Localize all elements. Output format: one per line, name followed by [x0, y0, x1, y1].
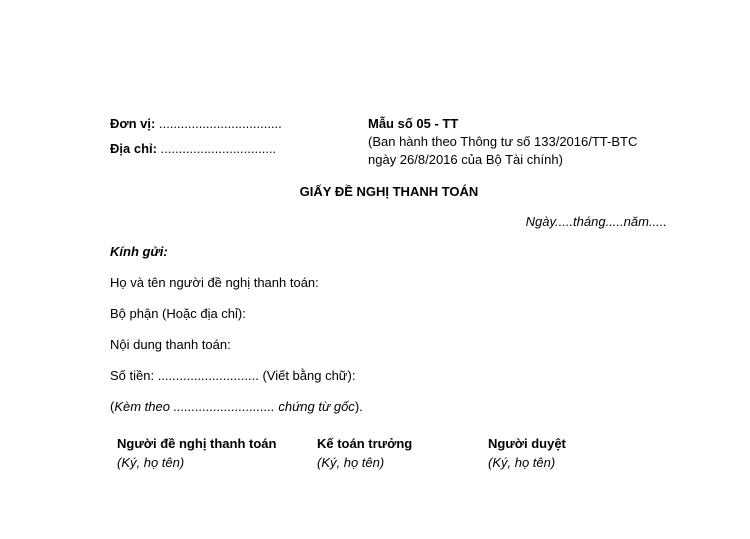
signature-accountant-title: Kế toán trưởng	[317, 436, 413, 451]
issued-line-2: ngày 26/8/2016 của Bộ Tài chính)	[368, 152, 563, 167]
amount-field: Số tiền: ............................ (Viết bằng chữ):	[110, 368, 356, 383]
department-field: Bộ phận (Hoặc địa chỉ):	[110, 306, 246, 321]
signature-approver-title: Người duyệt	[488, 436, 566, 451]
document-title: GIẤY ĐỀ NGHỊ THANH TOÁN	[299, 184, 479, 199]
attachment-open: (	[110, 399, 115, 414]
address-line	[110, 140, 276, 158]
signature-requester-note: (Ký, họ tên)	[117, 455, 185, 470]
content-field: Nội dung thanh toán:	[110, 337, 231, 352]
signature-approver-note: (Ký, họ tên)	[488, 455, 556, 470]
attachment-line	[110, 398, 363, 416]
attachment-close: ).	[354, 399, 363, 414]
signature-accountant-note: (Ký, họ tên)	[317, 455, 385, 470]
address-dots: ................................	[156, 141, 277, 156]
unit-label: Đơn vị:	[110, 116, 156, 131]
salutation: Kính gửi:	[110, 244, 168, 259]
requester-field: Họ và tên người đề nghị thanh toán:	[110, 275, 319, 290]
issued-line-1: (Ban hành theo Thông tư số 133/2016/TT-BTC	[368, 134, 638, 149]
date-line: Ngày.....tháng.....năm.....	[525, 214, 667, 229]
attachment-text: Kèm theo ............................ chứng từ gốc	[114, 399, 355, 414]
form-code: Mẫu số 05 - TT	[368, 116, 459, 131]
unit-line	[110, 115, 282, 133]
signature-requester-title: Người đề nghị thanh toán	[117, 436, 277, 451]
address-label: Địa chỉ:	[110, 141, 157, 156]
unit-dots: ..................................	[155, 116, 282, 131]
